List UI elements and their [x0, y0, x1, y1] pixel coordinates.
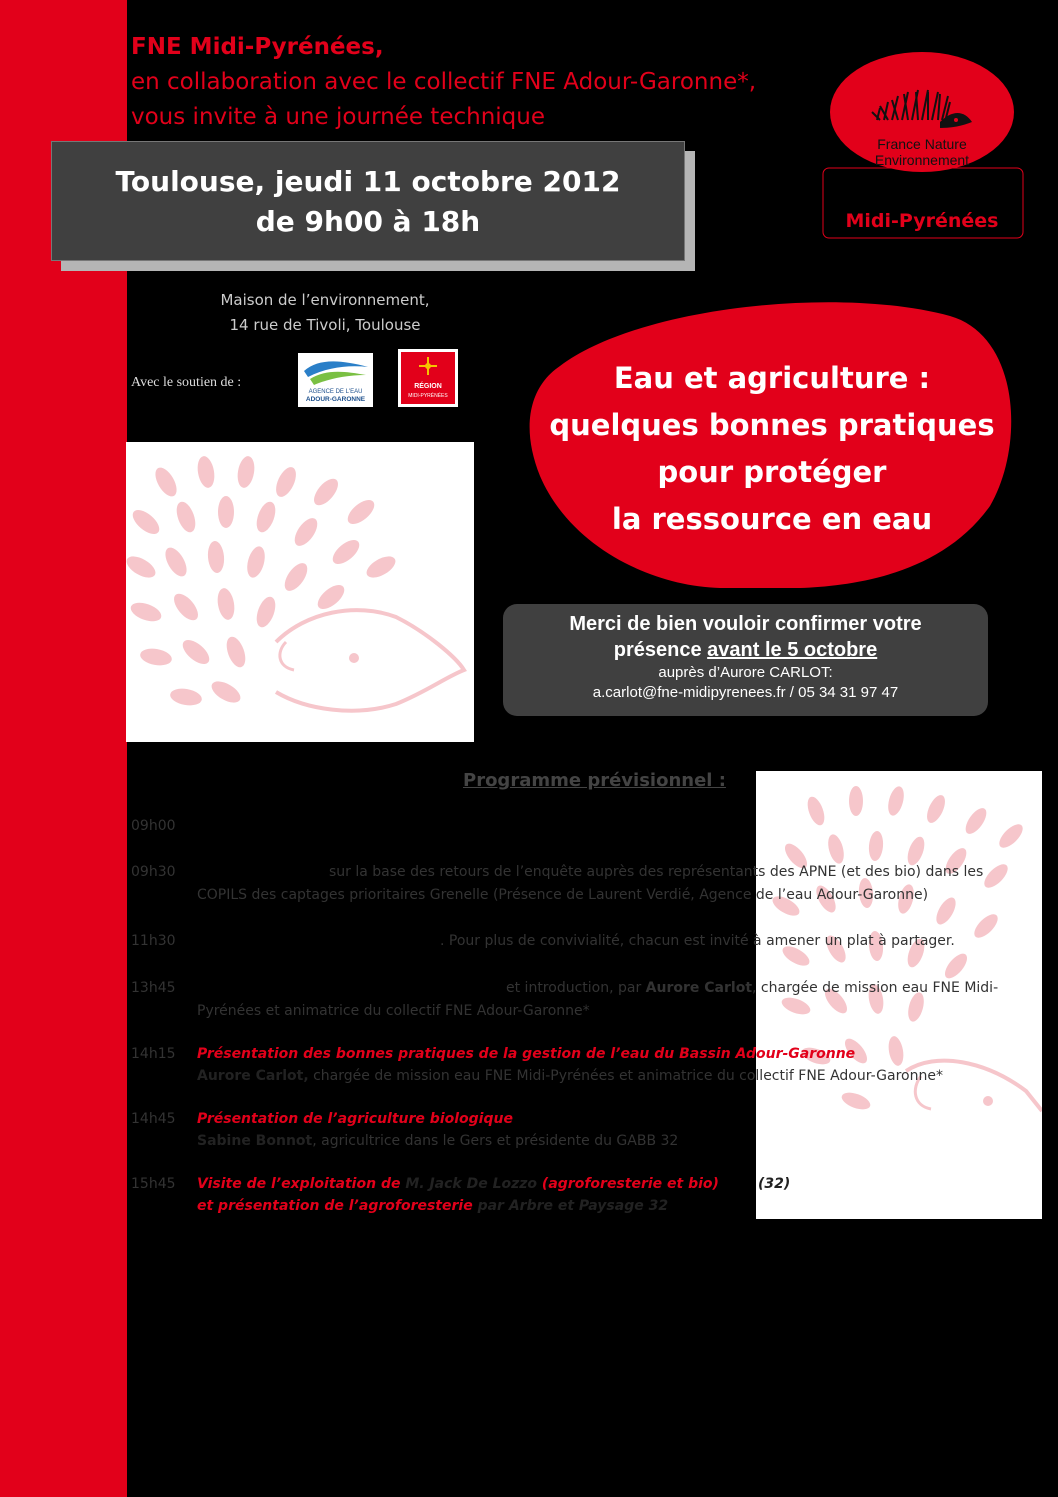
- title-line-1: Eau et agriculture :: [613, 361, 931, 395]
- rsvp-line-2a: présence: [613, 639, 708, 661]
- speaker-name: Sabine Bonnot: [197, 1133, 313, 1149]
- date-box: [51, 141, 685, 261]
- programme-text: . Pour plus de convivialité, chacun est invité à amener un plat à partager.: [440, 933, 955, 949]
- date-line-1: Toulouse, jeudi 11 octobre 2012: [115, 165, 621, 198]
- address-line-1: Maison de l’environnement,: [220, 291, 430, 309]
- programme-time: 09h00: [131, 818, 176, 834]
- programme-time: 09h30: [131, 864, 176, 880]
- hedgehog-illustration: [126, 442, 474, 742]
- programme-time: 13h45: [131, 980, 176, 996]
- fne-text-1: France Nature: [877, 136, 967, 152]
- rsvp-line-3: auprès d’Aurore CARLOT:: [658, 664, 833, 681]
- title-line-3: pour protéger: [657, 455, 887, 489]
- programme-partner: par Arbre et Paysage 32: [472, 1198, 669, 1214]
- programme-text-2: Pyrénées et animatrice du collectif FNE Adour-Garonne*: [197, 1003, 590, 1019]
- support-label: Avec le soutien de :: [131, 375, 242, 390]
- title-line-2: quelques bonnes pratiques: [549, 408, 995, 442]
- agence-eau-logo: [298, 353, 373, 407]
- rsvp-box: [503, 604, 988, 716]
- address-line-2: 14 rue de Tivoli, Toulouse: [229, 316, 421, 334]
- header-line-3: vous invite à une journée technique: [131, 104, 545, 130]
- speaker-name: Aurore Carlot: [645, 980, 753, 996]
- programme-session-title: Présentation des bonnes pratiques de la gestion de l’eau du Bassin Adour-Garonne: [197, 1046, 856, 1062]
- programme-session-title: Visite de l’exploitation de: [197, 1176, 406, 1192]
- fne-region-text: Midi-Pyrénées: [845, 210, 999, 232]
- programme-session-title: Présentation de l’agriculture biologique: [197, 1111, 513, 1127]
- header-line-1: FNE Midi-Pyrénées,: [131, 34, 384, 60]
- programme-department: (32): [758, 1176, 791, 1192]
- date-line-2: de 9h00 à 18h: [255, 205, 481, 238]
- fne-text-2: Environnement: [874, 152, 970, 168]
- title-line-4: la ressource en eau: [611, 502, 933, 536]
- speaker-name: Aurore Carlot,: [197, 1068, 309, 1084]
- programme-text-c: , chargée de mission eau FNE Midi-: [752, 980, 999, 996]
- venue-address: [170, 288, 480, 338]
- programme-session-detail: (agroforesterie et bio): [537, 1176, 719, 1192]
- programme-time: 11h30: [131, 933, 176, 949]
- programme-time: 14h15: [131, 1046, 176, 1062]
- rsvp-contact[interactable]: a.carlot@fne-midipyrenees.fr / 05 34 31 97 47: [592, 684, 899, 701]
- programme-session-title-2: et présentation de l’agroforesterie: [197, 1198, 473, 1214]
- invitation-header: [131, 30, 756, 135]
- rsvp-deadline: avant le 5 octobre: [707, 639, 878, 661]
- rsvp-line-1: Merci de bien vouloir confirmer votre: [569, 613, 922, 635]
- aeag-text-2: ADOUR-GARONNE: [305, 396, 366, 403]
- host-name: M. Jack De Lozzo: [405, 1176, 538, 1192]
- region-logo: [398, 349, 458, 407]
- event-title: [522, 355, 1022, 543]
- region-text-1: RÉGION: [414, 383, 442, 390]
- programme-time: 15h45: [131, 1176, 176, 1192]
- speaker-role: , agricultrice dans le Gers et présidente du GABB 32: [312, 1133, 679, 1149]
- rsvp-line-2: [503, 637, 988, 663]
- speaker-role: chargée de mission eau FNE Midi-Pyrénées et animatrice du collectif FNE Adour-Garonne*: [308, 1068, 943, 1084]
- region-text-2: MIDI-PYRÉNÉES: [408, 393, 448, 399]
- programme-text-a: et introduction, par: [506, 980, 646, 996]
- programme-text: sur la base des retours de l’enquête auprès des représentants des APNE (et des bio) dans les: [329, 864, 984, 880]
- fne-midi-pyrenees-logo: [822, 50, 1024, 240]
- programme-title: Programme prévisionnel :: [463, 770, 726, 791]
- programme-text-2: COPILS des captages prioritaires Grenelle (Présence de Laurent Verdié, Agence de l’eau Adour-Garonne): [197, 887, 929, 903]
- header-line-2: en collaboration avec le collectif FNE Adour-Garonne*,: [131, 69, 757, 95]
- programme-time: 14h45: [131, 1111, 176, 1127]
- aeag-text-1: AGENCE DE L'EAU: [308, 389, 363, 395]
